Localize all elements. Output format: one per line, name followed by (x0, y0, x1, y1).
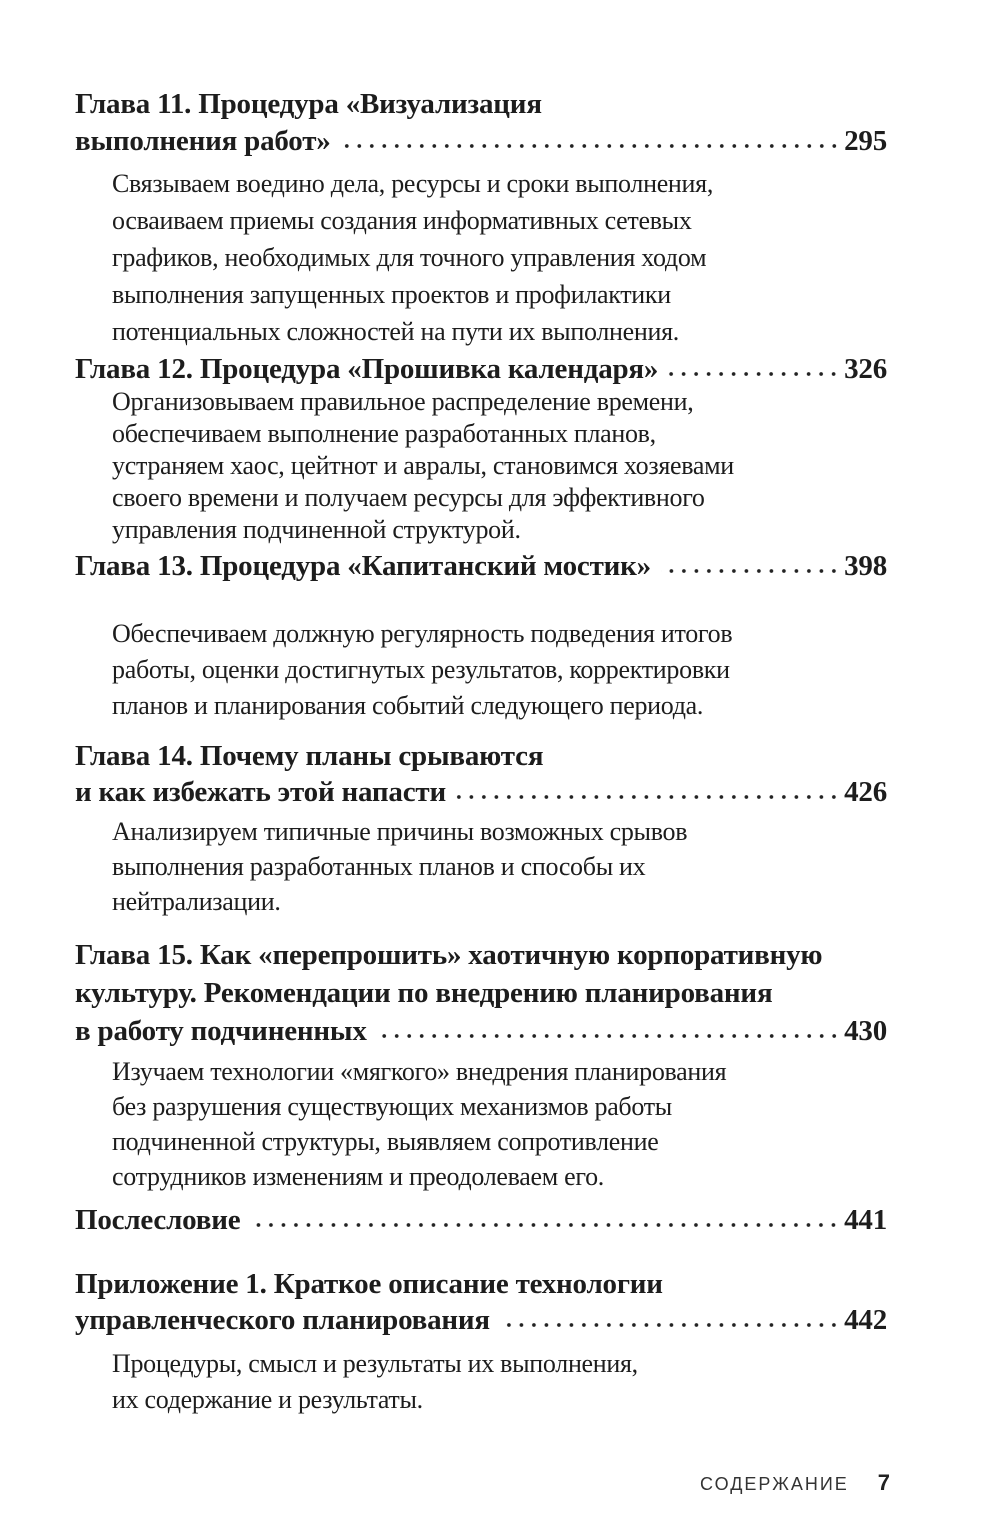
entry-title-line: управленческого планирования (75, 1304, 490, 1336)
desc-line: Процедуры, смысл и результаты их выполнения, (112, 1349, 638, 1378)
toc-entry-chapter-14[interactable] (75, 738, 887, 810)
page-footer (700, 1470, 890, 1496)
entry-description (112, 1054, 912, 1194)
dot-leader (341, 142, 841, 150)
entry-title-line: Глава 14. Почему планы срываются (75, 740, 544, 772)
dot-leader (500, 1321, 840, 1329)
desc-line: графиков, необходимых для точного управления ходом (112, 243, 707, 272)
page-number: 426 (844, 776, 887, 808)
dot-leader (377, 1032, 840, 1040)
desc-line: сотрудников изменениям и преодолеваем его. (112, 1162, 604, 1191)
dot-leader (661, 567, 840, 575)
entry-title-line: Глава 11. Процедура «Визуализация (75, 88, 542, 120)
desc-line: устраняем хаос, цейтнот и авралы, становимся хозяевами (112, 451, 734, 480)
desc-line: обеспечиваем выполнение разработанных планов, (112, 419, 656, 448)
page-number: 295 (844, 125, 887, 157)
dot-leader (668, 370, 840, 378)
desc-line: работы, оценки достигнутых результатов, корректировки (112, 655, 730, 684)
entry-title-line: Послесловие (75, 1204, 241, 1236)
entry-description (112, 1346, 912, 1418)
entry-description (112, 386, 912, 546)
desc-line: выполнения запущенных проектов и профилактики (112, 280, 671, 309)
entry-title-line: в работу подчиненных (75, 1015, 367, 1047)
desc-line: потенциальных сложностей на пути их выполнения. (112, 317, 679, 346)
toc-entry-appendix-1[interactable] (75, 1266, 887, 1338)
desc-line: своего времени и получаем ресурсы для эффективного (112, 483, 705, 512)
entry-title-line: Глава 15. Как «перепрошить» хаотичную корпоративную (75, 939, 823, 971)
page-number: 441 (844, 1204, 887, 1236)
entry-description (112, 814, 912, 919)
dot-leader (250, 1221, 840, 1229)
entry-title-line: выполнения работ» (75, 125, 331, 157)
desc-line: Организовываем правильное распределение времени, (112, 387, 694, 416)
dot-leader (456, 793, 840, 801)
desc-line: Связываем воедино дела, ресурсы и сроки выполнения, (112, 169, 714, 198)
desc-line: выполнения разработанных планов и способы их (112, 852, 646, 881)
desc-line: осваиваем приемы создания информативных сетевых (112, 206, 692, 235)
entry-description (112, 616, 912, 724)
toc-entry-chapter-12[interactable] (75, 351, 887, 388)
desc-line: Изучаем технологии «мягкого» внедрения планирования (112, 1057, 727, 1086)
page-number: 398 (844, 550, 887, 582)
desc-line: Обеспечиваем должную регулярность подведения итогов (112, 619, 733, 648)
running-title: СОДЕРЖАНИЕ (700, 1474, 849, 1494)
page-number: 326 (844, 353, 887, 385)
desc-line: подчиненной структуры, выявляем сопротивление (112, 1127, 659, 1156)
toc-entry-afterword[interactable] (75, 1202, 887, 1239)
toc-entry-chapter-15[interactable] (75, 936, 887, 1050)
toc-entry-chapter-11[interactable] (75, 86, 887, 160)
desc-line: планов и планирования событий следующего периода. (112, 691, 704, 720)
desc-line: нейтрализации. (112, 887, 281, 916)
folio-page-number: 7 (877, 1470, 890, 1495)
entry-title-line: Глава 13. Процедура «Капитанский мостик» (75, 550, 651, 582)
desc-line: Анализируем типичные причины возможных срывов (112, 817, 688, 846)
desc-line: управления подчиненной структурой. (112, 515, 521, 544)
toc-entry-chapter-13[interactable] (75, 548, 887, 585)
page-number: 442 (844, 1304, 887, 1336)
desc-line: без разрушения существующих механизмов работы (112, 1092, 672, 1121)
entry-title-line: и как избежать этой напасти (75, 776, 446, 808)
entry-title-line: Глава 12. Процедура «Прошивка календаря» (75, 353, 659, 385)
entry-title-line: культуру. Рекомендации по внедрению планирования (75, 977, 773, 1009)
desc-line: их содержание и результаты. (112, 1385, 423, 1414)
entry-title-line: Приложение 1. Краткое описание технологии (75, 1268, 663, 1300)
page-number: 430 (844, 1015, 887, 1047)
entry-description (112, 165, 912, 350)
